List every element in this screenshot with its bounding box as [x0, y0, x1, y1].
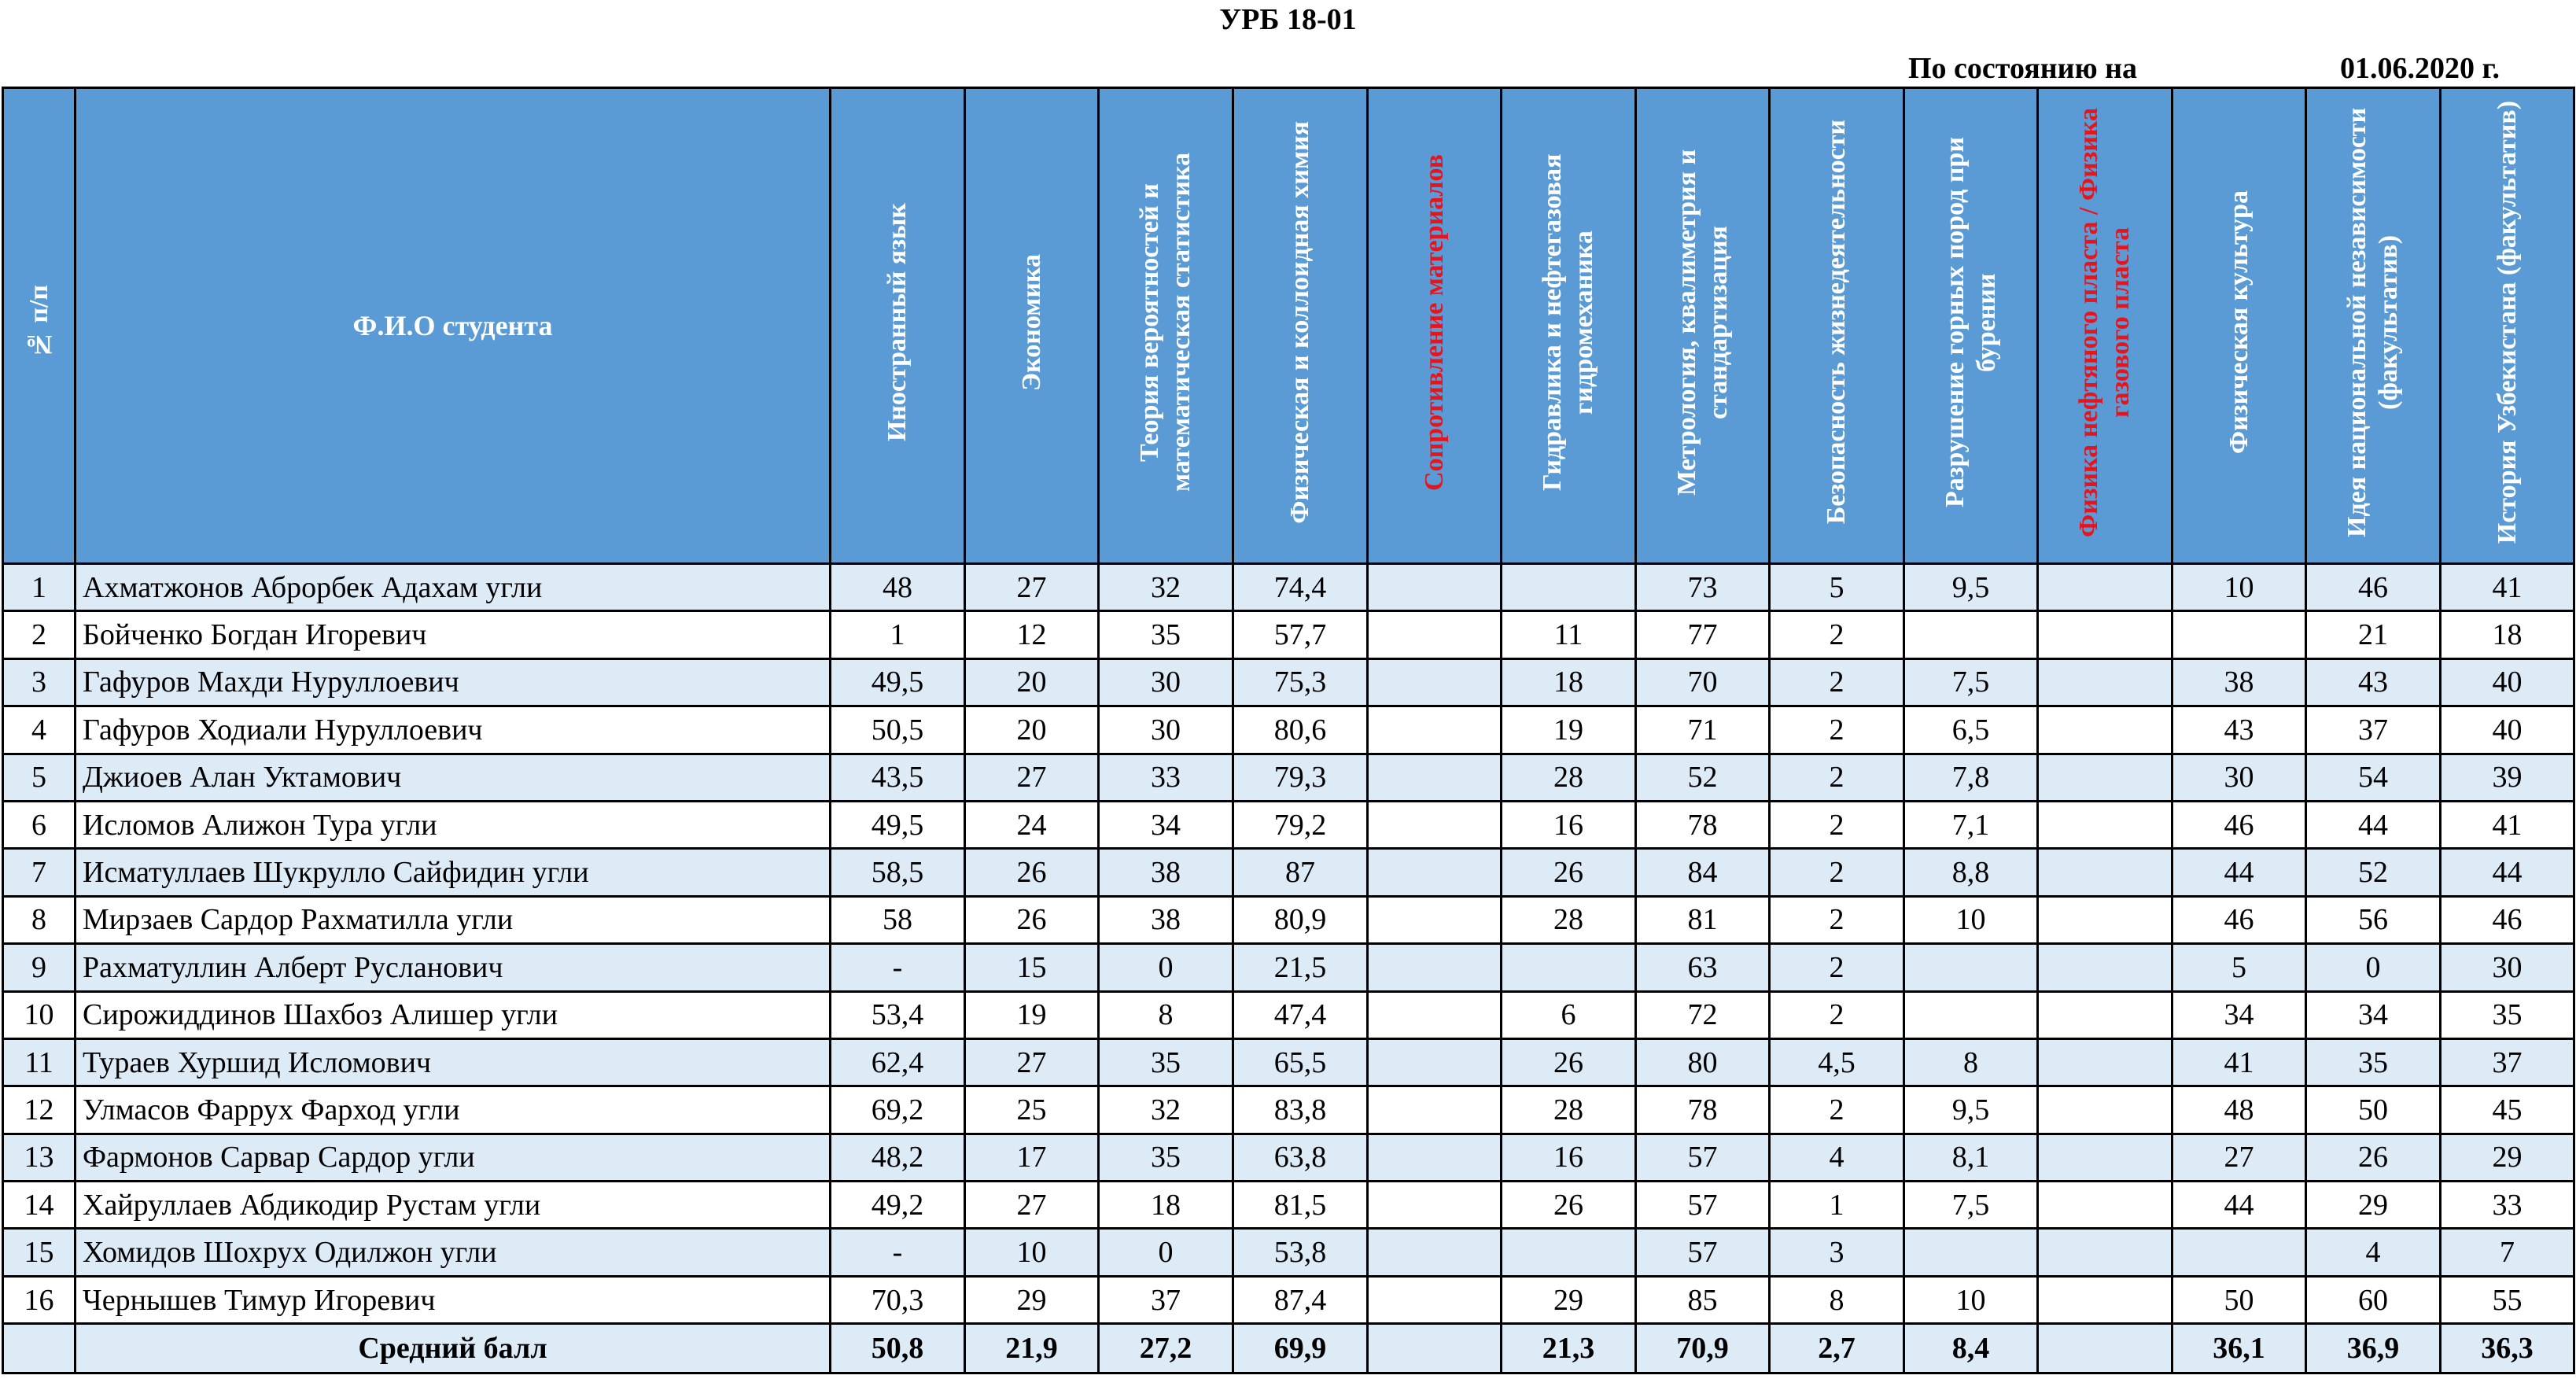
grade-cell: 11: [1502, 611, 1636, 658]
grade-cell: [2038, 1086, 2172, 1134]
student-name: Чернышев Тимур Игоревич: [76, 1276, 831, 1323]
grade-cell: 41: [2441, 564, 2574, 611]
status-date: 01.06.2020 г.: [2340, 52, 2500, 85]
grade-cell: 83,8: [1233, 1086, 1368, 1134]
grade-cell: 63,8: [1233, 1134, 1368, 1181]
grade-cell: 33: [2441, 1182, 2574, 1229]
average-cell: 70,9: [1636, 1324, 1770, 1373]
grade-cell: 40: [2441, 706, 2574, 754]
grade-cell: 62,4: [831, 1038, 965, 1086]
average-cell: 2,7: [1770, 1324, 1904, 1373]
student-name: Джиоев Алан Уктамович: [76, 754, 831, 801]
grade-cell: 71: [1636, 706, 1770, 754]
table-row: [3, 658, 2574, 706]
grade-cell: [2038, 611, 2172, 658]
grade-cell: 73: [1636, 564, 1770, 611]
grade-cell: 33: [1099, 754, 1233, 801]
grade-cell: 41: [2441, 801, 2574, 848]
row-number: 14: [3, 1182, 76, 1229]
grade-cell: [1904, 991, 2038, 1038]
grade-cell: 29: [1502, 1276, 1636, 1323]
average-cell: 27,2: [1099, 1324, 1233, 1373]
grade-cell: [2038, 564, 2172, 611]
grade-cell: [1368, 706, 1502, 754]
grade-cell: [1502, 564, 1636, 611]
grade-cell: [1368, 658, 1502, 706]
table-row: [3, 849, 2574, 896]
grade-cell: 69,2: [831, 1086, 965, 1134]
grade-cell: 27: [965, 754, 1099, 801]
average-row: [3, 1324, 2574, 1373]
grade-cell: -: [831, 1229, 965, 1276]
header-subject: Теория вероятностей и математическая статистика: [1099, 88, 1233, 564]
grade-cell: 30: [2441, 944, 2574, 991]
grade-cell: 49,5: [831, 801, 965, 848]
grade-cell: 18: [1099, 1182, 1233, 1229]
header-subject: Гидравлика и нефтегазовая гидромеханика: [1502, 88, 1636, 564]
grade-cell: [2038, 896, 2172, 943]
grade-cell: 49,5: [831, 658, 965, 706]
average-cell: 50,8: [831, 1324, 965, 1373]
grade-cell: 35: [2441, 991, 2574, 1038]
grade-cell: 35: [1099, 1038, 1233, 1086]
table-row: [3, 1276, 2574, 1323]
grade-cell: 34: [1099, 801, 1233, 848]
average-cell: [2038, 1324, 2172, 1373]
grade-cell: 79,3: [1233, 754, 1368, 801]
grade-cell: [2038, 849, 2172, 896]
average-cell: 21,9: [965, 1324, 1099, 1373]
student-name: Гафуров Махди Нуруллоевич: [76, 658, 831, 706]
average-num-cell: [3, 1324, 76, 1373]
grade-cell: 43: [2306, 658, 2441, 706]
header-subject: Физическая и коллоидная химия: [1233, 88, 1368, 564]
grade-cell: 81: [1636, 896, 1770, 943]
grade-cell: [2038, 754, 2172, 801]
grade-cell: 46: [2306, 564, 2441, 611]
grade-cell: 40: [2441, 658, 2574, 706]
grade-cell: 30: [1099, 706, 1233, 754]
grade-cell: 3: [1770, 1229, 1904, 1276]
row-number: 4: [3, 706, 76, 754]
grade-cell: [1502, 944, 1636, 991]
grade-cell: 48: [831, 564, 965, 611]
grade-cell: 52: [1636, 754, 1770, 801]
grade-cell: 44: [2172, 1182, 2306, 1229]
grade-cell: [1368, 611, 1502, 658]
grade-cell: 65,5: [1233, 1038, 1368, 1086]
grade-cell: 2: [1770, 1086, 1904, 1134]
average-cell: [1368, 1324, 1502, 1373]
grade-cell: 26: [1502, 849, 1636, 896]
grade-cell: 2: [1770, 991, 1904, 1038]
row-number: 12: [3, 1086, 76, 1134]
grade-cell: 46: [2172, 801, 2306, 848]
row-number: 9: [3, 944, 76, 991]
grade-cell: 1: [831, 611, 965, 658]
grade-cell: 56: [2306, 896, 2441, 943]
student-name: Тураев Хуршид Исломович: [76, 1038, 831, 1086]
grade-cell: [1904, 944, 2038, 991]
grade-cell: 4: [2306, 1229, 2441, 1276]
grade-cell: 7,8: [1904, 754, 2038, 801]
table-row: [3, 1038, 2574, 1086]
grade-cell: [2038, 1276, 2172, 1323]
grade-cell: [1368, 991, 1502, 1038]
grade-cell: 70,3: [831, 1276, 965, 1323]
grade-cell: 52: [2306, 849, 2441, 896]
grade-cell: 37: [2441, 1038, 2574, 1086]
student-name: Хайруллаев Абдикодир Рустам угли: [76, 1182, 831, 1229]
grade-cell: [1904, 1229, 2038, 1276]
grade-cell: 57: [1636, 1134, 1770, 1181]
grade-cell: 44: [2441, 849, 2574, 896]
grade-cell: 41: [2172, 1038, 2306, 1086]
row-number: 2: [3, 611, 76, 658]
grade-cell: [2038, 658, 2172, 706]
grade-cell: [1904, 611, 2038, 658]
grade-cell: 9,5: [1904, 564, 2038, 611]
grade-cell: [1368, 754, 1502, 801]
header-subject: Физическая культура: [2172, 88, 2306, 564]
grade-cell: 16: [1502, 1134, 1636, 1181]
grade-cell: 58,5: [831, 849, 965, 896]
grade-cell: 50,5: [831, 706, 965, 754]
header-subject: Сопротивление материалов: [1368, 88, 1502, 564]
student-name: Ахматжонов Аброрбек Адахам угли: [76, 564, 831, 611]
grade-cell: [1368, 1182, 1502, 1229]
grade-cell: 2: [1770, 896, 1904, 943]
grade-cell: 26: [2306, 1134, 2441, 1181]
row-number: 5: [3, 754, 76, 801]
grade-cell: 27: [2172, 1134, 2306, 1181]
header-subject: Экономика: [965, 88, 1099, 564]
header-subject: Иностранный язык: [831, 88, 965, 564]
grade-cell: 55: [2441, 1276, 2574, 1323]
row-number: 15: [3, 1229, 76, 1276]
grade-cell: 0: [2306, 944, 2441, 991]
grade-cell: 80,9: [1233, 896, 1368, 943]
grade-cell: 80: [1636, 1038, 1770, 1086]
table-row: [3, 801, 2574, 848]
grade-cell: 74,4: [1233, 564, 1368, 611]
grade-cell: 43,5: [831, 754, 965, 801]
grade-cell: 47,4: [1233, 991, 1368, 1038]
grade-cell: 35: [1099, 1134, 1233, 1181]
grade-cell: 5: [1770, 564, 1904, 611]
grade-cell: 46: [2441, 896, 2574, 943]
table-row: [3, 1182, 2574, 1229]
grade-cell: 39: [2441, 754, 2574, 801]
header-row: [3, 88, 2574, 564]
grade-cell: 48,2: [831, 1134, 965, 1181]
grade-cell: 18: [1502, 658, 1636, 706]
grade-cell: 28: [1502, 1086, 1636, 1134]
header-subject: Физика нефтяного пласта / Физика газового пласта: [2038, 88, 2172, 564]
table-row: [3, 1086, 2574, 1134]
grades-table: [2, 87, 2575, 1374]
grade-cell: 8: [1099, 991, 1233, 1038]
grade-cell: 12: [965, 611, 1099, 658]
student-name: Бойченко Богдан Игоревич: [76, 611, 831, 658]
student-name: Исломов Алижон Тура угли: [76, 801, 831, 848]
grade-cell: 5: [2172, 944, 2306, 991]
grade-cell: [1368, 1038, 1502, 1086]
grade-cell: 7,1: [1904, 801, 2038, 848]
grade-cell: 79,2: [1233, 801, 1368, 848]
grade-cell: [2038, 944, 2172, 991]
grade-cell: 21: [2306, 611, 2441, 658]
grade-cell: 26: [965, 849, 1099, 896]
grade-cell: 32: [1099, 564, 1233, 611]
student-name: Улмасов Фаррух Фарход угли: [76, 1086, 831, 1134]
grade-cell: 57: [1636, 1182, 1770, 1229]
grade-cell: [2172, 611, 2306, 658]
average-label: Средний балл: [76, 1324, 831, 1373]
grade-cell: 29: [965, 1276, 1099, 1323]
grade-cell: 35: [2306, 1038, 2441, 1086]
grade-cell: 78: [1636, 1086, 1770, 1134]
average-cell: 8,4: [1904, 1324, 2038, 1373]
grade-cell: 2: [1770, 801, 1904, 848]
grade-cell: 27: [965, 1038, 1099, 1086]
row-number: 13: [3, 1134, 76, 1181]
grades-body: [3, 564, 2574, 1324]
header-subject: Безопасность жизнедеятельности: [1770, 88, 1904, 564]
grade-cell: 9,5: [1904, 1086, 2038, 1134]
grade-cell: 4: [1770, 1134, 1904, 1181]
row-number: 3: [3, 658, 76, 706]
grade-cell: [1368, 564, 1502, 611]
grade-cell: 15: [965, 944, 1099, 991]
grade-cell: 26: [1502, 1038, 1636, 1086]
grade-cell: 0: [1099, 944, 1233, 991]
student-name: Рахматуллин Алберт Русланович: [76, 944, 831, 991]
grade-cell: 44: [2306, 801, 2441, 848]
grade-cell: 25: [965, 1086, 1099, 1134]
grade-cell: [1368, 801, 1502, 848]
grade-cell: 60: [2306, 1276, 2441, 1323]
grade-cell: 81,5: [1233, 1182, 1368, 1229]
grade-cell: 10: [965, 1229, 1099, 1276]
grade-cell: [2038, 1038, 2172, 1086]
grade-cell: [1368, 1134, 1502, 1181]
table-row: [3, 564, 2574, 611]
grade-cell: 4,5: [1770, 1038, 1904, 1086]
grade-cell: 49,2: [831, 1182, 965, 1229]
grade-cell: 38: [1099, 849, 1233, 896]
grade-cell: 19: [965, 991, 1099, 1038]
grade-cell: 46: [2172, 896, 2306, 943]
student-name: Мирзаев Сардор Рахматилла угли: [76, 896, 831, 943]
grade-cell: [2172, 1229, 2306, 1276]
header-student-name: Ф.И.О студента: [76, 88, 831, 564]
average-cell: 36,9: [2306, 1324, 2441, 1373]
grade-cell: 30: [1099, 658, 1233, 706]
average-cell: 69,9: [1233, 1324, 1368, 1373]
grade-cell: 26: [1502, 1182, 1636, 1229]
grade-cell: 50: [2306, 1086, 2441, 1134]
grade-cell: 29: [2441, 1134, 2574, 1181]
grade-cell: 38: [1099, 896, 1233, 943]
grade-cell: 37: [2306, 706, 2441, 754]
grade-cell: 72: [1636, 991, 1770, 1038]
grade-cell: 6,5: [1904, 706, 2038, 754]
grade-cell: 19: [1502, 706, 1636, 754]
grade-cell: 21,5: [1233, 944, 1368, 991]
grade-cell: 10: [2172, 564, 2306, 611]
row-number: 7: [3, 849, 76, 896]
grade-cell: 32: [1099, 1086, 1233, 1134]
table-row: [3, 754, 2574, 801]
grade-cell: -: [831, 944, 965, 991]
grade-cell: 6: [1502, 991, 1636, 1038]
average-cell: 36,3: [2441, 1324, 2574, 1373]
grade-cell: [2038, 991, 2172, 1038]
grade-cell: 2: [1770, 944, 1904, 991]
grade-cell: 20: [965, 658, 1099, 706]
grade-cell: 63: [1636, 944, 1770, 991]
grade-cell: 2: [1770, 706, 1904, 754]
grade-cell: [1368, 896, 1502, 943]
grade-cell: 20: [965, 706, 1099, 754]
grade-cell: 78: [1636, 801, 1770, 848]
grade-cell: 53,8: [1233, 1229, 1368, 1276]
header-subject: Идея национальной независимости (факультатив): [2306, 88, 2441, 564]
grade-cell: 7,5: [1904, 1182, 2038, 1229]
student-name: Хомидов Шохрух Одилжон угли: [76, 1229, 831, 1276]
table-row: [3, 991, 2574, 1038]
grade-cell: [1368, 849, 1502, 896]
grade-cell: 1: [1770, 1182, 1904, 1229]
grade-cell: 80,6: [1233, 706, 1368, 754]
header-num: № п/п: [3, 88, 76, 564]
header-subject: История Узбекистана (факультатив): [2441, 88, 2574, 564]
grade-cell: 44: [2172, 849, 2306, 896]
grade-cell: 28: [1502, 896, 1636, 943]
grade-cell: 2: [1770, 849, 1904, 896]
grade-cell: 87,4: [1233, 1276, 1368, 1323]
table-row: [3, 611, 2574, 658]
grade-cell: 34: [2172, 991, 2306, 1038]
grade-cell: 10: [1904, 896, 2038, 943]
grade-cell: 8,1: [1904, 1134, 2038, 1181]
status-label: По состоянию на: [1908, 52, 2138, 85]
row-number: 6: [3, 801, 76, 848]
grade-cell: 30: [2172, 754, 2306, 801]
grade-cell: 18: [2441, 611, 2574, 658]
grade-cell: [2038, 1229, 2172, 1276]
grade-cell: 35: [1099, 611, 1233, 658]
grade-cell: 43: [2172, 706, 2306, 754]
row-number: 16: [3, 1276, 76, 1323]
grade-cell: 7: [2441, 1229, 2574, 1276]
grade-cell: [2038, 1134, 2172, 1181]
grade-cell: 2: [1770, 611, 1904, 658]
grade-cell: 38: [2172, 658, 2306, 706]
grade-cell: 57,7: [1233, 611, 1368, 658]
header-subject: Разрушение горных пород при бурении: [1904, 88, 2038, 564]
table-row: [3, 944, 2574, 991]
grade-cell: 8: [1770, 1276, 1904, 1323]
table-row: [3, 896, 2574, 943]
student-name: Фармонов Сарвар Сардор угли: [76, 1134, 831, 1181]
grade-cell: [2038, 801, 2172, 848]
grade-cell: [1502, 1229, 1636, 1276]
grade-cell: 50: [2172, 1276, 2306, 1323]
table-row: [3, 1229, 2574, 1276]
grade-cell: 28: [1502, 754, 1636, 801]
grade-cell: 27: [965, 564, 1099, 611]
grade-cell: 45: [2441, 1086, 2574, 1134]
grade-cell: 48: [2172, 1086, 2306, 1134]
grade-cell: [1368, 944, 1502, 991]
grade-cell: 7,5: [1904, 658, 2038, 706]
sheet-title: УРБ 18-01: [1219, 3, 1357, 36]
grade-cell: 24: [965, 801, 1099, 848]
grade-cell: 8,8: [1904, 849, 2038, 896]
grade-cell: 57: [1636, 1229, 1770, 1276]
row-number: 1: [3, 564, 76, 611]
grade-cell: 0: [1099, 1229, 1233, 1276]
grade-cell: [2038, 706, 2172, 754]
table-row: [3, 706, 2574, 754]
grade-cell: 17: [965, 1134, 1099, 1181]
grade-cell: 37: [1099, 1276, 1233, 1323]
grade-cell: 85: [1636, 1276, 1770, 1323]
grade-cell: [1368, 1229, 1502, 1276]
student-name: Сирожиддинов Шахбоз Алишер угли: [76, 991, 831, 1038]
grade-cell: [1368, 1086, 1502, 1134]
grade-cell: 2: [1770, 754, 1904, 801]
grade-cell: 2: [1770, 658, 1904, 706]
average-cell: 36,1: [2172, 1324, 2306, 1373]
grade-cell: 34: [2306, 991, 2441, 1038]
grade-cell: 75,3: [1233, 658, 1368, 706]
row-number: 8: [3, 896, 76, 943]
header-subject: Метрология, квалиметрия и стандартизация: [1636, 88, 1770, 564]
grade-cell: 27: [965, 1182, 1099, 1229]
grade-cell: 10: [1904, 1276, 2038, 1323]
grade-cell: 77: [1636, 611, 1770, 658]
grade-cell: 70: [1636, 658, 1770, 706]
average-cell: 21,3: [1502, 1324, 1636, 1373]
row-number: 11: [3, 1038, 76, 1086]
grade-cell: 87: [1233, 849, 1368, 896]
grade-cell: 54: [2306, 754, 2441, 801]
student-name: Исматуллаев Шукрулло Сайфидин угли: [76, 849, 831, 896]
grade-cell: 84: [1636, 849, 1770, 896]
table-row: [3, 1134, 2574, 1181]
grade-cell: 8: [1904, 1038, 2038, 1086]
grade-cell: [1368, 1276, 1502, 1323]
grade-cell: 26: [965, 896, 1099, 943]
grade-cell: 58: [831, 896, 965, 943]
grade-cell: [2038, 1182, 2172, 1229]
grade-cell: 53,4: [831, 991, 965, 1038]
row-number: 10: [3, 991, 76, 1038]
grade-cell: 29: [2306, 1182, 2441, 1229]
grade-cell: 16: [1502, 801, 1636, 848]
student-name: Гафуров Ходиали Нуруллоевич: [76, 706, 831, 754]
